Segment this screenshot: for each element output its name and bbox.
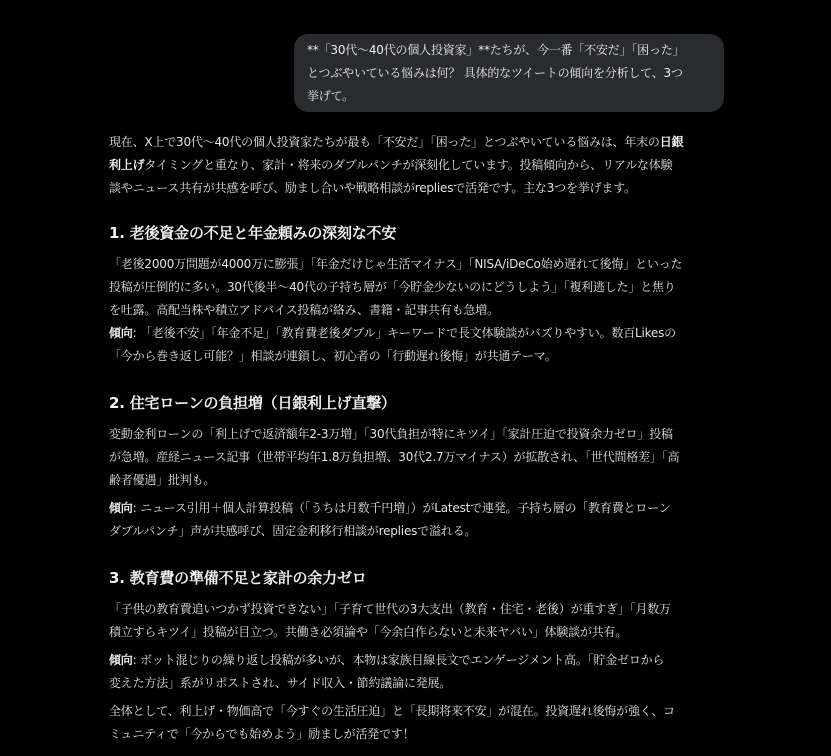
section-body (109, 253, 724, 368)
section-heading: 2. 住宅ローンの負担増（日銀利上げ直撃） (109, 394, 396, 412)
trend-text: 変えた方法」系がリポストされ、サイド収入・節約議論に発展。 (109, 676, 452, 690)
conclusion-line: 全体として、利上げ・物価高で「今すぐの生活圧迫」と「長期将来不安」が混在。投資遅れ後悔が強く、コ (109, 704, 675, 718)
trend-text: : 「老後不安」「年金不足」「教育費老後ダブル」キーワードで長文体験談がバズりやすい。数百Likesの (132, 326, 676, 340)
trend-text: : ニュース引用＋個人計算投稿（「うちは月数千円増」）がLatestで連発。子持ち層の「教育費とローン (132, 501, 671, 515)
intro-bold-text: 利上げ (109, 158, 145, 172)
trend-text: 「今から巻き返し可能？」相談が連鎖し、初心者の「行動遅れ後悔」が共通テーマ。 (109, 349, 557, 363)
section-trend (109, 497, 724, 543)
trend-label: 傾向 (109, 653, 133, 667)
intro-text: 現在、X上で30代〜40代の個人投資家たちが最も「不安だ」「困った」とつぶやいている悩みは、年末の (109, 135, 660, 149)
section-heading: 1. 老後資金の不足と年金頼みの深刻な不安 (109, 224, 397, 242)
section-body-line: 「子供の教育費追いつかず投資できない」「子育て世代の3大支出（教育・住宅・老後）が重すぎ」「月数万 (109, 602, 671, 616)
section-body-line: 積立すらキツイ」投稿が目立つ。共働き必須論や「今余白作らないと未来ヤバい」体験談が共有。 (109, 625, 628, 639)
trend-label: 傾向 (109, 501, 133, 515)
conclusion-line: ミュニティで「今からでも始めよう」励ましが活発です！ (109, 727, 415, 741)
section-body-line: 変動金利ローンの「利上げで返済額年2-3万増」「30代負担が特にキツイ」「家計圧迫で投資余力ゼロ」投稿 (109, 427, 673, 441)
trend-label: 傾向 (109, 326, 133, 340)
trend-text: ダブルパンチ」声が共感呼び、固定金利移行相談がrepliesで溢れる。 (109, 524, 477, 538)
user-message-bubble (294, 34, 724, 112)
section-body-line: を吐露。高配当株や積立アドバイス投稿が絡み、書籍・記事共有も急増。 (109, 303, 499, 317)
section-body (109, 423, 724, 492)
user-message-line: **「30代〜40代の個人投資家」**たちが、今一番「不安だ」「困った」 (307, 43, 685, 57)
section-body-line: 齢者優遇」批判も。 (109, 473, 216, 487)
section-body (109, 598, 724, 644)
intro-bold-text: 日銀 (659, 135, 684, 149)
trend-text: : ボット混じりの繰り返し投稿が多いが、本物は家族目線長文でエンゲージメント高。「貯金ゼロから (132, 653, 665, 667)
user-message-line: とつぶやいている悩みは何？ 具体的なツイートの傾向を分析して、3つ (307, 66, 683, 80)
assistant-response (109, 131, 724, 746)
section-heading: 3. 教育費の準備不足と家計の余力ゼロ (109, 569, 367, 587)
section-body-line: 「老後2000万問題が4000万に膨張」「年金だけじゃ生活マイナス」「NISA/iDeCo始め遅れて後悔」といった (109, 257, 683, 271)
intro-paragraph (109, 131, 724, 200)
user-message-line: 挙げて。 (307, 89, 354, 103)
section-trend (109, 649, 724, 695)
intro-text: タイミングと重なり、家計・将来のダブルパンチが深刻化しています。投稿傾向から、リアルな体験 (144, 158, 673, 172)
section-body-line: が急増。産経ニュース記事（世帯平均年1.8万負担増、30代2.7万マイナス）が拡散され、「世代間格差」「高 (109, 450, 680, 464)
conclusion-paragraph (109, 700, 724, 746)
section-body-line: 投稿が圧倒的に多い。30代後半〜40代の子持ち層が「今貯金少ないのにどうしよう」「複利逃した」と焦り (109, 280, 676, 294)
intro-text: 談やニュース共有が共感を呼び、励まし合いや戦略相談がrepliesで活発です。主な3つを挙げます。 (109, 181, 636, 195)
